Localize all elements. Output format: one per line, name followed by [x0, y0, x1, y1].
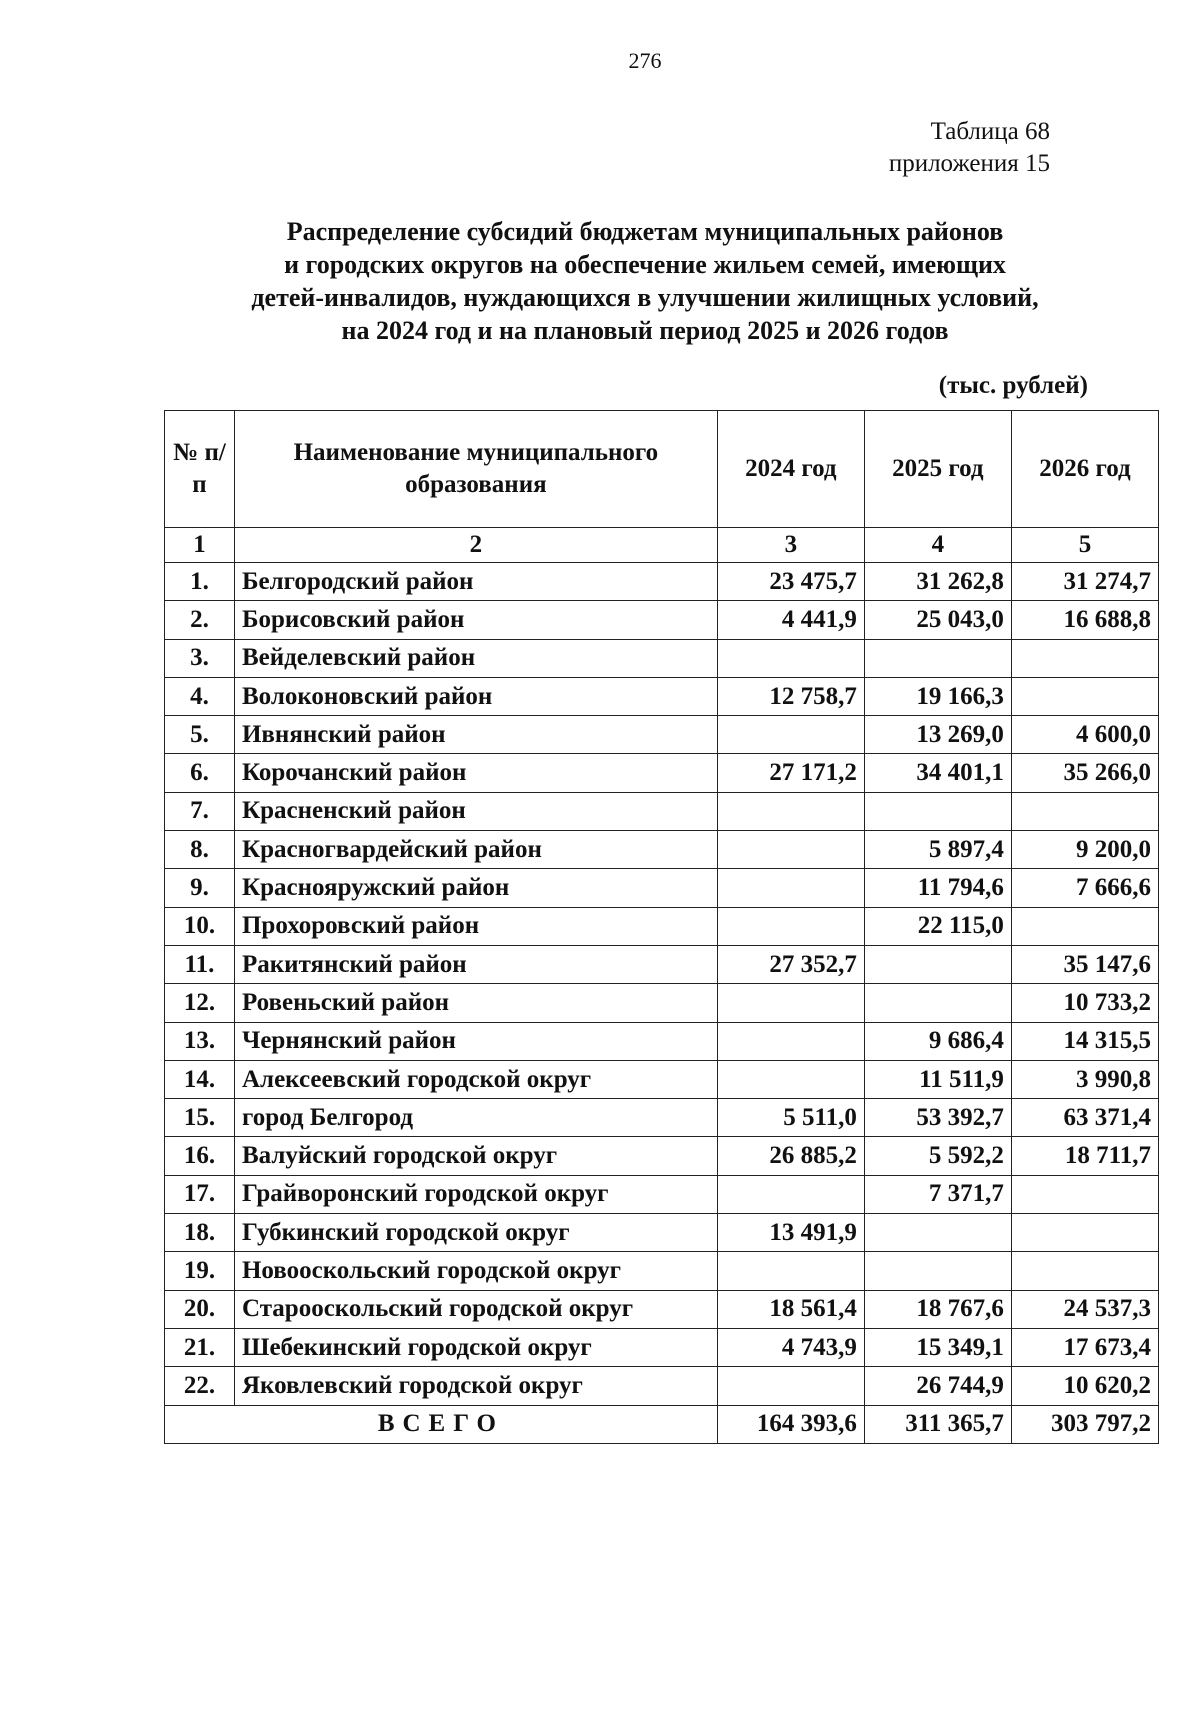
table-row: [165, 754, 1159, 792]
value-2025: [864, 984, 1011, 1022]
total-2026: 303 797,2: [1011, 1405, 1158, 1443]
value-2026: 31 274,7: [1011, 563, 1158, 601]
table-row: [165, 984, 1159, 1022]
value-2026: 35 266,0: [1011, 754, 1158, 792]
value-2026: [1011, 1252, 1158, 1290]
municipality-name: Губкинский городской округ: [234, 1214, 717, 1252]
table-row: [165, 1252, 1159, 1290]
row-number: 6.: [165, 754, 235, 792]
col-number: 5: [1011, 528, 1158, 563]
row-number: 2.: [165, 601, 235, 639]
municipality-name: город Белгород: [234, 1099, 717, 1137]
value-2026: [1011, 1214, 1158, 1252]
table-row: [165, 601, 1159, 639]
value-2026: 3 990,8: [1011, 1060, 1158, 1098]
municipality-name: Краснояружский район: [234, 869, 717, 907]
value-2024: 13 491,9: [717, 1214, 864, 1252]
value-2024: [717, 792, 864, 830]
municipality-name: Корочанский район: [234, 754, 717, 792]
table-row: [165, 945, 1159, 983]
header-num: № п/п: [165, 411, 235, 528]
row-number: 22.: [165, 1367, 235, 1405]
value-2026: 18 711,7: [1011, 1137, 1158, 1175]
value-2025: 5 592,2: [864, 1137, 1011, 1175]
row-number: 1.: [165, 563, 235, 601]
table-body: [165, 563, 1159, 1406]
value-2025: [864, 1252, 1011, 1290]
title-line4: на 2024 год и на плановый период 2025 и 2026 годов: [341, 316, 949, 345]
municipality-name: Валуйский городской округ: [234, 1137, 717, 1175]
value-2026: 16 688,8: [1011, 601, 1158, 639]
value-2026: [1011, 639, 1158, 677]
value-2024: [717, 869, 864, 907]
table-row: [165, 1137, 1159, 1175]
row-number: 21.: [165, 1328, 235, 1366]
value-2024: [717, 639, 864, 677]
table-row: [165, 677, 1159, 715]
municipality-name: Яковлевский городской округ: [234, 1367, 717, 1405]
value-2026: [1011, 792, 1158, 830]
table-ref-line2: приложения 15: [888, 150, 1050, 177]
row-number: 11.: [165, 945, 235, 983]
value-2024: [717, 907, 864, 945]
table-ref-line1: Таблица 68: [930, 118, 1050, 145]
municipality-name: Ровеньский район: [234, 984, 717, 1022]
municipality-name: Ивнянский район: [234, 716, 717, 754]
table-row: [165, 639, 1159, 677]
units-label: (тыс. рублей): [938, 372, 1088, 399]
value-2024: 18 561,4: [717, 1290, 864, 1328]
municipality-name: Старооскольский городской округ: [234, 1290, 717, 1328]
value-2025: 26 744,9: [864, 1367, 1011, 1405]
row-number: 17.: [165, 1175, 235, 1213]
table-row: [165, 907, 1159, 945]
total-2025: 311 365,7: [864, 1405, 1011, 1443]
value-2024: [717, 1060, 864, 1098]
row-number: 9.: [165, 869, 235, 907]
row-number: 12.: [165, 984, 235, 1022]
row-number: 15.: [165, 1099, 235, 1137]
title-line2: и городских округов на обеспечение жильем семей, имеющих: [284, 250, 1006, 279]
value-2025: 13 269,0: [864, 716, 1011, 754]
table-row: [165, 1328, 1159, 1366]
value-2026: 4 600,0: [1011, 716, 1158, 754]
header-2025: 2025 год: [864, 411, 1011, 528]
table-row: [165, 831, 1159, 869]
municipality-name: Шебекинский городской округ: [234, 1328, 717, 1366]
table-row: [165, 1290, 1159, 1328]
value-2026: [1011, 907, 1158, 945]
total-row: [165, 1405, 1159, 1443]
total-label: ВСЕГО: [165, 1405, 718, 1443]
header-name: Наименование муниципального образования: [234, 411, 717, 528]
page-number: 276: [628, 48, 662, 73]
value-2025: [864, 945, 1011, 983]
value-2024: [717, 1252, 864, 1290]
value-2025: 18 767,6: [864, 1290, 1011, 1328]
value-2026: 14 315,5: [1011, 1022, 1158, 1060]
value-2026: 35 147,6: [1011, 945, 1158, 983]
row-number: 8.: [165, 831, 235, 869]
municipality-name: Красненский район: [234, 792, 717, 830]
col-number: 1: [165, 528, 235, 563]
value-2025: 15 349,1: [864, 1328, 1011, 1366]
subsidy-table: [164, 410, 1159, 1444]
value-2025: [864, 1214, 1011, 1252]
municipality-name: Волоконовский район: [234, 677, 717, 715]
municipality-name: Ракитянский район: [234, 945, 717, 983]
value-2024: [717, 1175, 864, 1213]
table-row: [165, 1214, 1159, 1252]
value-2026: 9 200,0: [1011, 831, 1158, 869]
value-2025: 11 794,6: [864, 869, 1011, 907]
value-2025: 19 166,3: [864, 677, 1011, 715]
value-2025: [864, 792, 1011, 830]
table-row: [165, 1060, 1159, 1098]
title-line1: Распределение субсидий бюджетам муниципальных районов: [286, 217, 1004, 246]
column-number-row: [165, 528, 1159, 563]
value-2026: 7 666,6: [1011, 869, 1158, 907]
row-number: 13.: [165, 1022, 235, 1060]
value-2024: 4 441,9: [717, 601, 864, 639]
table-row: [165, 1022, 1159, 1060]
row-number: 18.: [165, 1214, 235, 1252]
table-reference: [889, 116, 1050, 180]
table-row: [165, 1175, 1159, 1213]
header-2024: 2024 год: [717, 411, 864, 528]
table-row: [165, 563, 1159, 601]
table-row: [165, 716, 1159, 754]
value-2025: 11 511,9: [864, 1060, 1011, 1098]
value-2025: 31 262,8: [864, 563, 1011, 601]
title-line3: детей-инвалидов, нуждающихся в улучшении жилищных условий,: [251, 283, 1039, 312]
municipality-name: Чернянский район: [234, 1022, 717, 1060]
col-number: 2: [234, 528, 717, 563]
row-number: 16.: [165, 1137, 235, 1175]
value-2024: [717, 1367, 864, 1405]
municipality-name: Новооскольский городской округ: [234, 1252, 717, 1290]
value-2026: 63 371,4: [1011, 1099, 1158, 1137]
header-2026: 2026 год: [1011, 411, 1158, 528]
value-2025: 5 897,4: [864, 831, 1011, 869]
table-row: [165, 1367, 1159, 1405]
value-2026: [1011, 1175, 1158, 1213]
value-2026: 17 673,4: [1011, 1328, 1158, 1366]
table-row: [165, 792, 1159, 830]
row-number: 7.: [165, 792, 235, 830]
col-number: 3: [717, 528, 864, 563]
value-2024: 4 743,9: [717, 1328, 864, 1366]
value-2026: 10 733,2: [1011, 984, 1158, 1022]
row-number: 5.: [165, 716, 235, 754]
value-2024: 27 352,7: [717, 945, 864, 983]
value-2024: 27 171,2: [717, 754, 864, 792]
table-row: [165, 1099, 1159, 1137]
value-2026: 10 620,2: [1011, 1367, 1158, 1405]
value-2025: [864, 639, 1011, 677]
header-row: [165, 411, 1159, 528]
table-row: [165, 869, 1159, 907]
row-number: 14.: [165, 1060, 235, 1098]
municipality-name: Вейделевский район: [234, 639, 717, 677]
municipality-name: Грайворонский городской округ: [234, 1175, 717, 1213]
document-title: [180, 215, 1110, 347]
col-number: 4: [864, 528, 1011, 563]
value-2026: 24 537,3: [1011, 1290, 1158, 1328]
municipality-name: Алексеевский городской округ: [234, 1060, 717, 1098]
value-2025: 34 401,1: [864, 754, 1011, 792]
total-2024: 164 393,6: [717, 1405, 864, 1443]
row-number: 4.: [165, 677, 235, 715]
municipality-name: Прохоровский район: [234, 907, 717, 945]
value-2025: 53 392,7: [864, 1099, 1011, 1137]
row-number: 20.: [165, 1290, 235, 1328]
value-2024: 12 758,7: [717, 677, 864, 715]
value-2024: 23 475,7: [717, 563, 864, 601]
municipality-name: Белгородский район: [234, 563, 717, 601]
value-2024: 26 885,2: [717, 1137, 864, 1175]
value-2024: [717, 831, 864, 869]
row-number: 3.: [165, 639, 235, 677]
municipality-name: Красногвардейский район: [234, 831, 717, 869]
value-2024: 5 511,0: [717, 1099, 864, 1137]
row-number: 19.: [165, 1252, 235, 1290]
value-2025: 22 115,0: [864, 907, 1011, 945]
value-2026: [1011, 677, 1158, 715]
value-2024: [717, 984, 864, 1022]
row-number: 10.: [165, 907, 235, 945]
value-2025: 9 686,4: [864, 1022, 1011, 1060]
value-2025: 7 371,7: [864, 1175, 1011, 1213]
municipality-name: Борисовский район: [234, 601, 717, 639]
value-2025: 25 043,0: [864, 601, 1011, 639]
value-2024: [717, 1022, 864, 1060]
value-2024: [717, 716, 864, 754]
